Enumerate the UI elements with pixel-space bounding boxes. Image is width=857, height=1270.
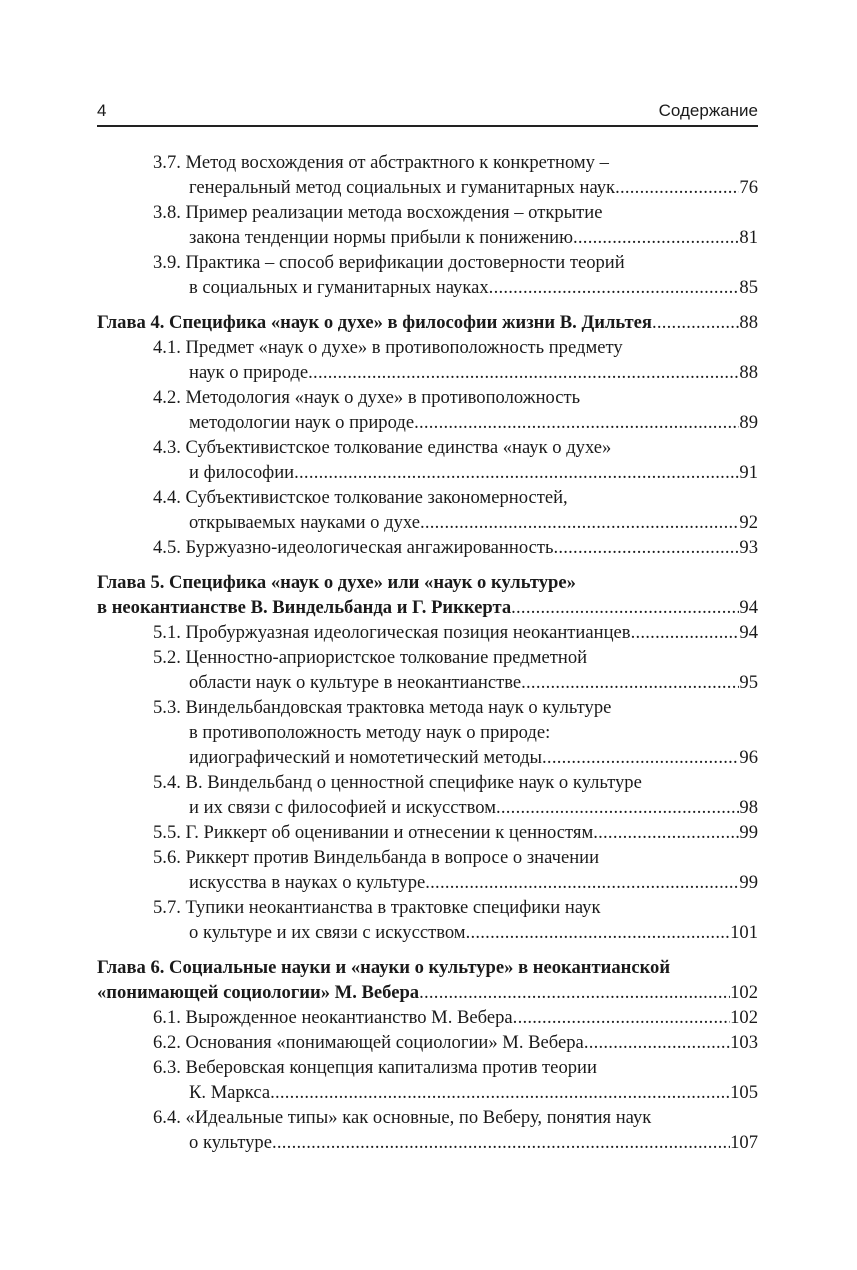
toc-entry-text: 4.3. Субъективистское толкование единства «наук о духе» [153,437,612,458]
toc-entry-text: 5.6. Риккерт против Виндельбанда в вопросе о значении [153,847,600,868]
toc-line [97,795,758,820]
dot-leader [419,980,730,1005]
toc-line [97,1030,758,1055]
dot-leader [584,1030,730,1055]
toc-page-number: 93 [739,537,758,558]
toc-section-entry [97,485,758,535]
toc-entry-text: Глава 5. Специфика «наук о духе» или «наук о культуре» [97,572,576,593]
toc-entry-text: Глава 6. Социальные науки и «науки о культуре» в неокантианской [97,957,671,978]
toc-entry-text: 4.1. Предмет «наук о духе» в противоположность предмету [153,337,623,358]
toc-entry-text: 4.2. Методология «наук о духе» в противоположность [153,387,581,408]
dot-leader [593,820,739,845]
toc-line [97,770,758,795]
toc-page-number: 103 [730,1032,758,1053]
toc-page-number: 105 [730,1082,758,1103]
toc-entry-text: методологии наук о природе [189,412,415,433]
toc-page-number: 107 [730,1132,758,1153]
toc-line [97,335,758,360]
dot-leader [308,360,739,385]
toc-page-number: 96 [739,747,758,768]
running-title: Содержание [658,101,758,120]
toc-entry-text: 6.1. Вырожденное неокантианство М. Вебера [153,1007,513,1028]
dot-leader [425,870,739,895]
toc-section-entry [97,535,758,560]
toc-entry-text: искусства в науках о культуре [189,872,426,893]
toc-line [97,460,758,485]
toc-line [97,1080,758,1105]
toc-line [97,670,758,695]
toc-page-number: 94 [739,597,758,618]
toc-page-number: 81 [739,227,758,248]
dot-leader [272,1130,730,1155]
toc-section-entry [97,770,758,820]
toc-line [97,870,758,895]
toc-entry-text: закона тенденции нормы прибыли к понижению [189,227,574,248]
dot-leader [294,460,739,485]
toc-line [97,225,758,250]
dot-leader [652,310,739,335]
toc-page-number: 98 [739,797,758,818]
toc-page-number: 102 [730,982,758,1003]
toc-entry-text: и их связи с философией и искусством [189,797,496,818]
toc-entry-text: 5.4. В. Виндельбанд о ценностной специфике наук о культуре [153,772,642,793]
toc-line [97,1005,758,1030]
toc-line [97,310,758,335]
toc-entry-text: 4.4. Субъективистское толкование закономерностей, [153,487,568,508]
toc-section-entry [97,1005,758,1030]
toc-line [97,980,758,1005]
toc-page-number: 101 [730,922,758,943]
toc-section-entry [97,250,758,300]
toc-section-entry [97,150,758,200]
running-head [97,101,758,127]
toc-line [97,360,758,385]
toc-page-number: 89 [739,412,758,433]
toc-section-entry [97,845,758,895]
toc-entry-text: 6.4. «Идеальные типы» как основные, по Веберу, понятия наук [153,1107,652,1128]
toc-line [97,570,758,595]
toc-entry-text: Глава 4. Специфика «наук о духе» в философии жизни В. Дильтея [97,312,652,333]
toc-entry-text: 3.8. Пример реализации метода восхождения – открытие [153,202,603,223]
toc-line [97,895,758,920]
toc-entry-text: в социальных и гуманитарных науках [189,277,489,298]
dot-leader [511,595,739,620]
toc-page-number: 91 [739,462,758,483]
toc-entry-text: К. Маркса [189,1082,271,1103]
toc-page-number: 88 [739,312,758,333]
toc-chapter-entry [97,570,758,620]
toc-line [97,250,758,275]
toc-section-entry [97,335,758,385]
toc-line [97,745,758,770]
toc-section-entry [97,1055,758,1105]
toc-page-number: 95 [739,672,758,693]
toc-line [97,200,758,225]
toc-line [97,845,758,870]
toc-line [97,435,758,460]
toc-entry-text: и философии [189,462,295,483]
toc-entry-text: «понимающей социологии» М. Вебера [97,982,420,1003]
toc-entry-text: в противоположность методу наук о природе: [189,722,551,743]
toc-line [97,695,758,720]
toc-entry-text: 4.5. Буржуазно-идеологическая ангажированность [153,537,554,558]
toc-line [97,150,758,175]
toc-section-entry [97,385,758,435]
toc-page-number: 76 [739,177,758,198]
toc-entry-text: в неокантианстве В. Виндельбанда и Г. Риккерта [97,597,512,618]
toc-line [97,720,758,745]
toc-section-entry [97,1105,758,1155]
toc-page-number: 99 [739,872,758,893]
toc-section-entry [97,1030,758,1055]
toc-line [97,920,758,945]
toc-section-entry [97,820,758,845]
toc-line [97,955,758,980]
dot-leader [420,510,739,535]
toc-page-number: 85 [739,277,758,298]
toc-entry-text: 5.3. Виндельбандовская трактовка метода наук о культуре [153,697,612,718]
toc-page-number: 99 [739,822,758,843]
dot-leader [553,535,739,560]
toc-entry-text: 6.2. Основания «понимающей социологии» М. Вебера [153,1032,584,1053]
dot-leader [573,225,739,250]
toc-entry-text: о культуре и их связи с искусством [189,922,466,943]
dot-leader [414,410,739,435]
dot-leader [466,920,731,945]
toc-entry-text: 3.9. Практика – способ верификации достоверности теорий [153,252,625,273]
toc-entry-text: 6.3. Веберовская концепция капитализма против теории [153,1057,597,1078]
toc-section-entry [97,435,758,485]
dot-leader [631,620,740,645]
dot-leader [513,1005,730,1030]
dot-leader [489,275,740,300]
toc-chapter-entry [97,955,758,1005]
toc-entry-text: наук о природе [189,362,309,383]
toc-page-number: 102 [730,1007,758,1028]
toc-section-entry [97,645,758,695]
toc-line [97,485,758,510]
toc-page-number: 94 [739,622,758,643]
dot-leader [496,795,739,820]
toc-entry-text: 5.5. Г. Риккерт об оценивании и отнесении к ценностям [153,822,594,843]
toc-entry-text: 5.1. Пробуржуазная идеологическая позиция неокантианцев [153,622,631,643]
page-number: 4 [97,101,107,120]
toc-entry-text: открываемых науками о духе [189,512,420,533]
toc-line [97,620,758,645]
toc-line [97,385,758,410]
table-of-contents [97,150,758,1155]
toc-line [97,1130,758,1155]
toc-section-entry [97,695,758,770]
toc-entry-text: о культуре [189,1132,272,1153]
toc-entry-text: генеральный метод социальных и гуманитарных наук [189,177,616,198]
toc-page-number: 92 [739,512,758,533]
toc-entry-text: 5.2. Ценностно-априористское толкование предметной [153,647,588,668]
dot-leader [542,745,739,770]
dot-leader [521,670,739,695]
toc-entry-text: идиографический и номотетический методы [189,747,543,768]
toc-entry-text: 5.7. Тупики неокантианства в трактовке специфики наук [153,897,601,918]
toc-line [97,1105,758,1130]
toc-entry-text: области наук о культуре в неокантианстве [189,672,522,693]
toc-line [97,535,758,560]
toc-section-entry [97,200,758,250]
toc-entry-text: 3.7. Метод восхождения от абстрактного к конкретному – [153,152,609,173]
toc-line [97,645,758,670]
toc-line [97,410,758,435]
dot-leader [270,1080,730,1105]
toc-section-entry [97,895,758,945]
toc-chapter-entry [97,310,758,335]
toc-line [97,1055,758,1080]
toc-line [97,175,758,200]
dot-leader [615,175,739,200]
toc-section-entry [97,620,758,645]
toc-line [97,820,758,845]
toc-line [97,595,758,620]
toc-line [97,275,758,300]
toc-page-number: 88 [739,362,758,383]
toc-line [97,510,758,535]
